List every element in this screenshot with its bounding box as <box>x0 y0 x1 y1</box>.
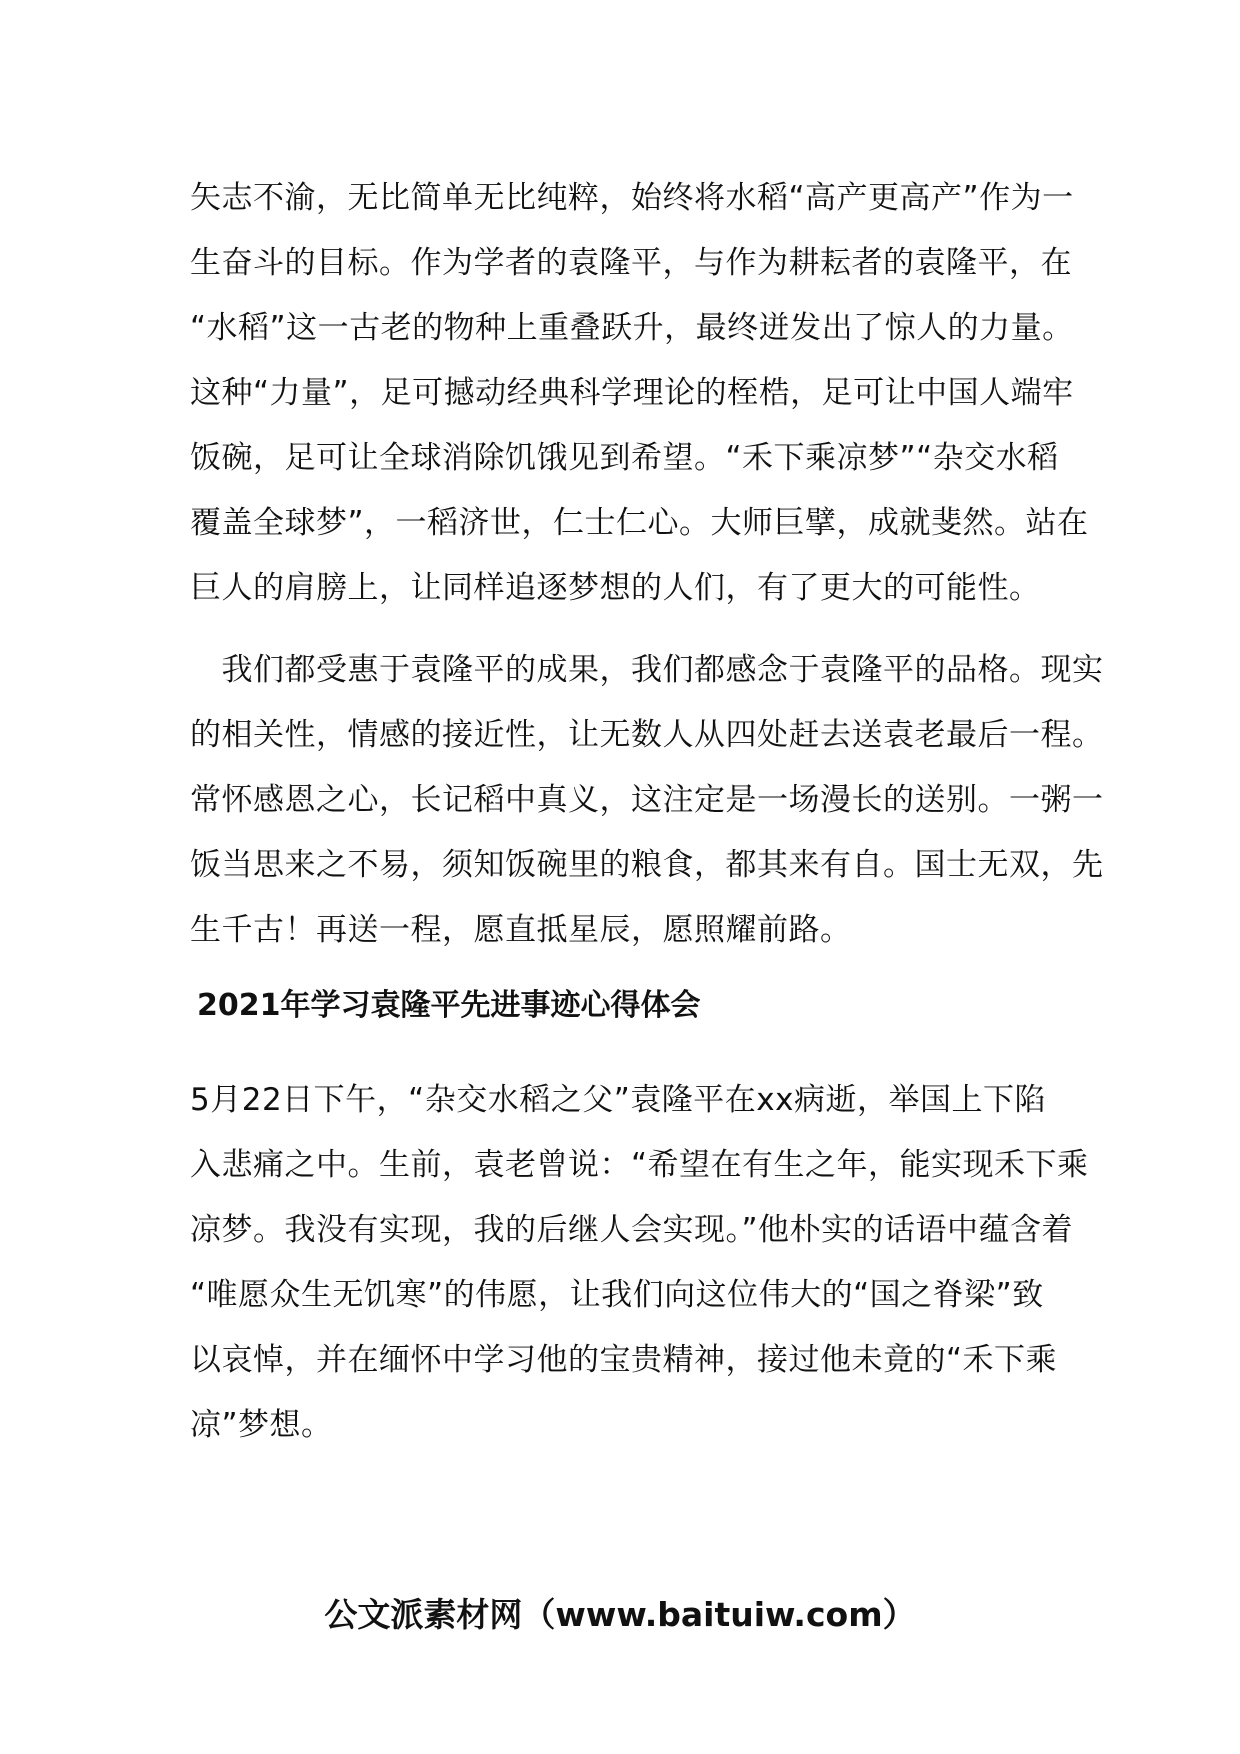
text-line: 饭当思来之不易，须知饭碗里的粮食，都其来有自。国士无双，先 <box>190 847 1104 883</box>
text-line: 凉”梦想。 <box>190 1407 333 1443</box>
text-line: 饭碗，足可让全球消除饥饿见到希望。“禾下乘凉梦”“杂交水稻 <box>190 440 1059 476</box>
text-line: 常怀感恩之心，长记稻中真义，这注定是一场漫长的送别。一粥一 <box>190 782 1104 818</box>
text-line: 入悲痛之中。生前，袁老曾说：“希望在有生之年，能实现禾下乘 <box>190 1147 1089 1183</box>
text-line: 以哀悼，并在缅怀中学习他的宝贵精神，接过他未竟的“禾下乘 <box>190 1342 1058 1378</box>
paragraph-2 <box>190 638 1104 963</box>
paragraph-1 <box>190 166 1089 621</box>
text-line: 覆盖全球梦”，一稻济世，仁士仁心。大师巨擘，成就斐然。站在 <box>190 505 1089 541</box>
footer-source: 公文派素材网（www.baituiw.com） <box>324 1595 916 1634</box>
text-line: 生千古！再送一程，愿直抵星辰，愿照耀前路。 <box>190 912 852 948</box>
text-line: 凉梦。我没有实现，我的后继人会实现。”他朴实的话语中蕴含着 <box>190 1212 1074 1248</box>
text-line: 巨人的肩膀上，让同样追逐梦想的人们，有了更大的可能性。 <box>190 570 1041 606</box>
text-line: 5月22日下午，“杂交水稻之父”袁隆平在xx病逝，举国上下陷 <box>190 1082 1046 1118</box>
text-line: “唯愿众生无饥寒”的伟愿，让我们向这位伟大的“国之脊梁”致 <box>190 1277 1044 1313</box>
text-line: 这种“力量”，足可撼动经典科学理论的桎梏，足可让中国人端牢 <box>190 375 1074 411</box>
section-heading: 2021年学习袁隆平先进事迹心得体会 <box>197 988 701 1023</box>
paragraph-3 <box>190 1068 1089 1458</box>
text-line: 的相关性，情感的接近性，让无数人从四处赶去送袁老最后一程。 <box>190 717 1104 753</box>
text-line: 生奋斗的目标。作为学者的袁隆平，与作为耕耘者的袁隆平，在 <box>190 245 1072 281</box>
text-line: 矢志不渝，无比简单无比纯粹，始终将水稻“高产更高产”作为一 <box>190 180 1074 216</box>
text-line: “水稻”这一古老的物种上重叠跃升，最终迸发出了惊人的力量。 <box>190 310 1074 346</box>
text-line: 我们都受惠于袁隆平的成果，我们都感念于袁隆平的品格。现实 <box>190 652 1104 688</box>
